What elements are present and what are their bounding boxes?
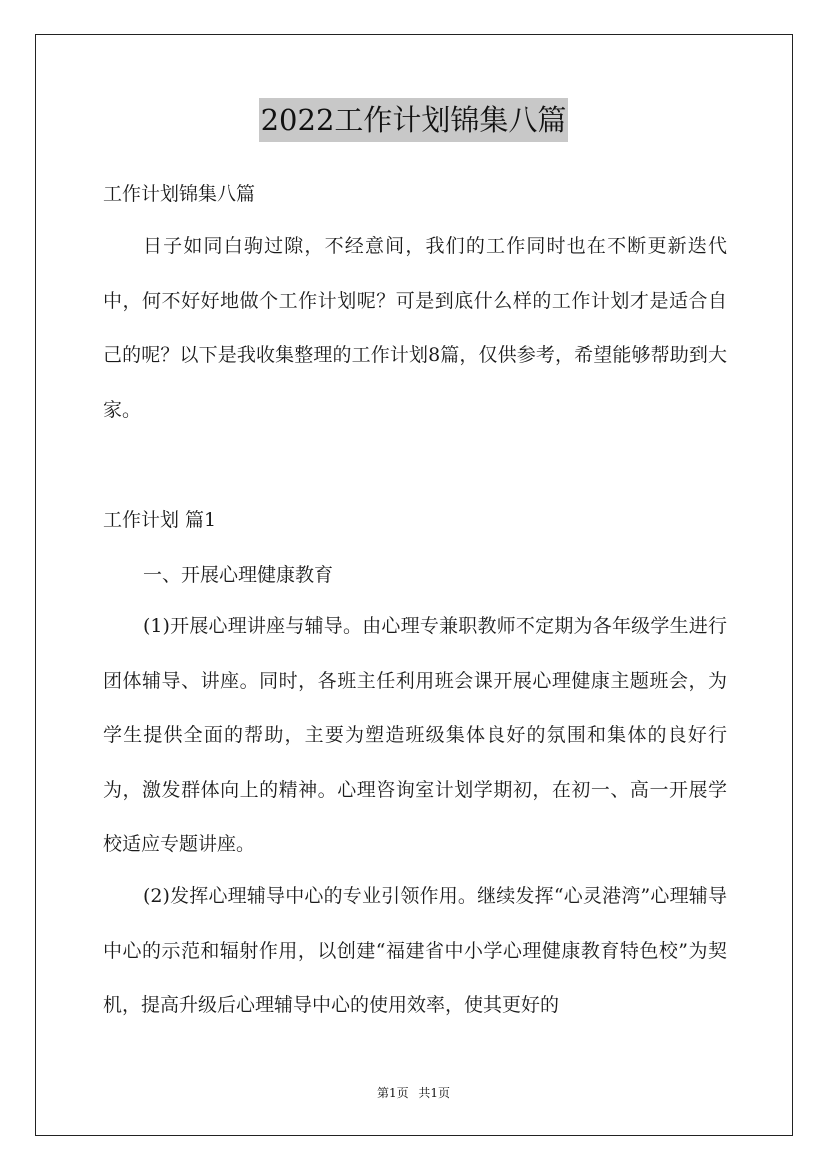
page-footer (0, 1084, 827, 1101)
section-heading: 工作计划 篇1 (103, 509, 217, 531)
subheading: 一、开展心理健康教育 (143, 564, 334, 586)
page-total: 共1页 (418, 1086, 451, 1100)
intro-paragraph: 日子如同白驹过隙，不经意间，我们的工作同时也在不断更新迭代中，何不好好地做个工作计划呢？可是到底什么样的工作计划才是适合自己的呢？以下是我收集整理的工作计划8篇，仅供参考，希望能够帮助到大家。 (103, 235, 727, 421)
paragraph-2: (2)发挥心理辅导中心的专业引领作用。继续发挥“心灵港湾”心理辅导中心的示范和辐射作用，以创建“福建省中小学心理健康教育特色校”为契机，提高升级后心理辅导中心的使用效率，使其更好的 (103, 885, 727, 1016)
document-subtitle: 工作计划锦集八篇 (103, 183, 256, 205)
paragraph-1: (1)开展心理讲座与辅导。由心理专兼职教师不定期为各年级学生进行团体辅导、讲座。同时，各班主任利用班会课开展心理健康主题班会，为学生提供全面的帮助，主要为塑造班级集体良好的氛围和集体的良好行为，激发群体向上的精神。心理咨询室计划学期初，在初一、高一开展学校适应专题讲座。 (103, 615, 727, 855)
page-number: 第1页 (376, 1086, 409, 1100)
document-title: 2022工作计划锦集八篇 (259, 98, 569, 142)
title-container (0, 98, 827, 142)
